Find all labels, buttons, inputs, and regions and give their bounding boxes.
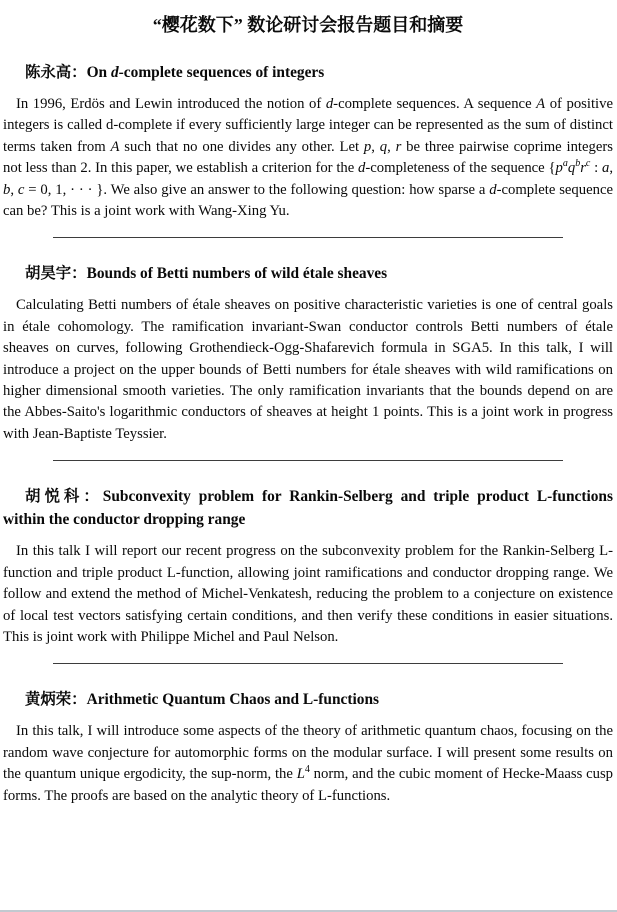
section-divider <box>53 460 563 461</box>
speaker-name: 胡悦科： <box>25 488 103 506</box>
speaker-name: 黄炳荣： <box>25 691 87 709</box>
talk-section <box>3 262 613 461</box>
document-page <box>0 13 617 807</box>
talk-section <box>3 61 613 238</box>
talk-heading <box>3 485 613 531</box>
talk-title: Arithmetic Quantum Chaos and L-functions <box>86 691 380 709</box>
speaker-name: 胡昊宇： <box>25 265 87 283</box>
talk-heading <box>3 688 613 711</box>
talk-section <box>3 485 613 664</box>
abstract-paragraph: In this talk, I will introduce some aspects of the theory of arithmetic quantum chaos, focusing on the random wave conjecture for automorphic forms on the modular surface. I will present some results on the quantum unique ergodicity, the sup-norm, the $L^4$ norm, and the cubic moment of Hecke-Maass cusp forms. The proofs are based on the analytic theory of L-functions. <box>3 723 614 804</box>
abstract-paragraph: Calculating Betti numbers of étale sheaves on positive characteristic varieties is one of central goals in étale cohomology. The ramification invariant-Swan conductor controls Betti numbers of étale sheaves on curves, following Grothendieck-Ogg-Shafarevich formula in SGA5. In this talk, I will introduce a project on the upper bounds of Betti numbers for étale sheaves with wild ramifications on higher dimensional smooth varieties. The only ramification invariants that the bounds depend on are the Abbes-Saito's logarithmic conductors of sheaves at height 1 points. This is a joint work in progress with Jean-Baptiste Teyssier. <box>3 297 613 442</box>
section-divider <box>53 663 563 664</box>
talk-title: Subconvexity problem for Rankin-Selberg and triple product L-functions within the conductor dropping range <box>3 488 613 529</box>
abstract-paragraph: In 1996, Erdös and Lewin introduced the notion of d-complete sequences. A sequence A of positive integers is called d-complete if every sufficiently large integer can be represented as the sum of distinct terms taken from A such that no one divides any other. Let p, q, r be three pairwise coprime integers not less than 2. In this paper, we establish a criterion for the d-completeness of the sequence {$p^aq^br^c$ : a, b, c = 0, 1, · · · }. We also give an answer to the following question: how sparse a d-complete sequence can be? This is a joint work with Wang-Xing Yu. <box>3 96 614 220</box>
talk-heading <box>3 61 613 84</box>
talk-title: On d-complete sequences of integers <box>86 64 325 81</box>
speaker-name: 陈永高： <box>25 64 87 81</box>
talk-section <box>3 688 613 807</box>
abstract-paragraph: In this talk I will report our recent progress on the subconvexity problem for the Rankin-Selberg L-function and triple product L-function, allowing joint ramifications and conductor dropping range. We follow and extend the method of Michel-Venkatesh, reducing the problem to a conjecture on existence of local test vectors satisfying certain conditions, and then verify these conditions in easier situations. This is joint work with Philippe Michel and Paul Nelson. <box>3 543 613 645</box>
section-divider <box>53 237 563 238</box>
document-title: “樱花数下” 数论研讨会报告题目和摘要 <box>152 15 464 35</box>
talk-title: Bounds of Betti numbers of wild étale sheaves <box>86 265 388 283</box>
talk-heading <box>3 262 613 285</box>
